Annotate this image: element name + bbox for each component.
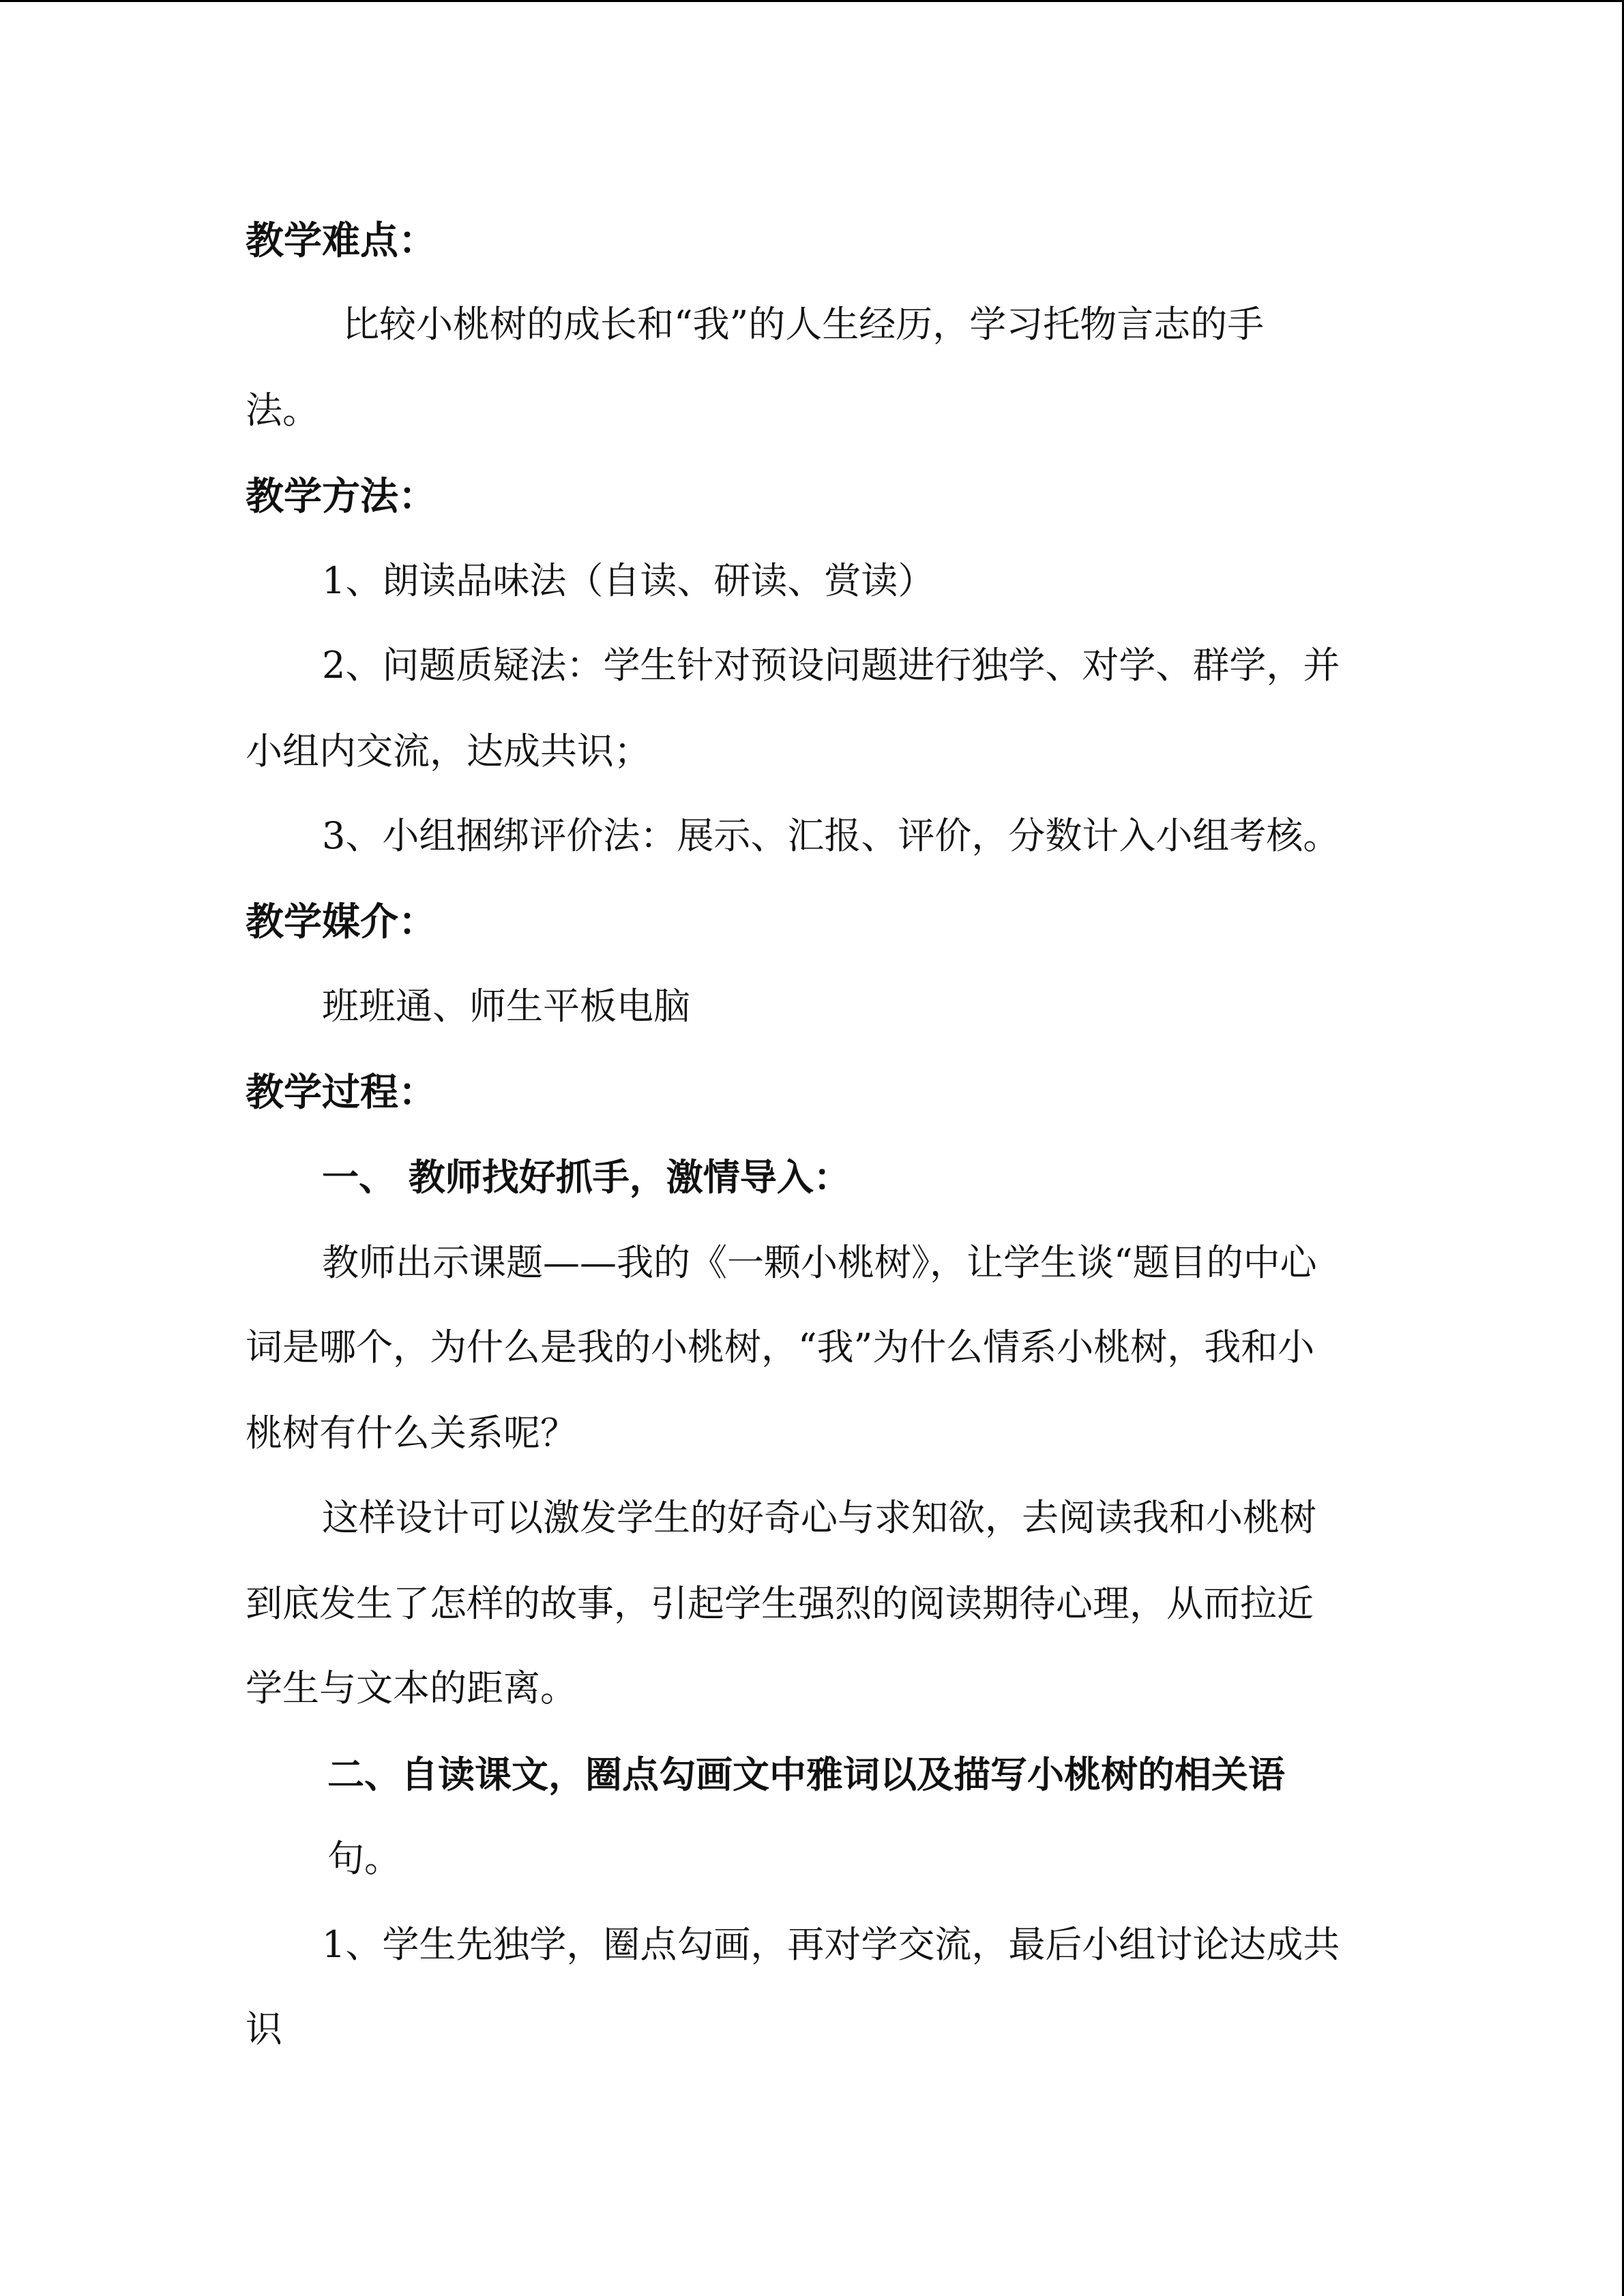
step1-para1-line1: 教师出示课题——我的《一颗小桃树》，让学生谈“题目的中心: [322, 1241, 1317, 1284]
page-top-border: [0, 0, 1624, 2]
media-heading: 教学媒介：: [246, 899, 437, 944]
difficulty-text-line2: 法。: [246, 389, 319, 432]
method-item-2-line2: 小组内交流，达成共识；: [246, 730, 651, 773]
step2-item1-line1: 1、学生先独学，圈点勾画，再对学交流，最后小组讨论达成共: [322, 1923, 1340, 1966]
step1-para2-line1: 这样设计可以激发学生的好奇心与求知欲，去阅读我和小桃树: [322, 1496, 1316, 1539]
step2-heading-line1: 二、自读课文，圈点勾画文中雅词以及描写小桃树的相关语: [327, 1753, 1285, 1796]
difficulty-text-line1: 比较小桃树的成长和“我”的人生经历，学习托物言志的手: [342, 303, 1265, 346]
step1-para1-line3: 桃树有什么关系呢？: [246, 1412, 577, 1455]
step1-para1-line2: 词是哪个，为什么是我的小桃树，“我”为什么情系小桃树，我和小: [246, 1326, 1315, 1369]
method-heading: 教学方法：: [246, 474, 437, 519]
method-item-3: 3、小组捆绑评价法：展示、汇报、评价，分数计入小组考核。: [322, 814, 1340, 857]
method-item-2-line1: 2、问题质疑法：学生针对预设问题进行独学、对学、群学，并: [322, 644, 1340, 687]
step2-heading-line2: 句。: [327, 1837, 401, 1880]
step1-heading: 一、 教师找好抓手，激情导入：: [322, 1155, 851, 1199]
media-text: 班班通、师生平板电脑: [322, 985, 690, 1028]
process-heading: 教学过程：: [246, 1070, 437, 1115]
step2-item1-line2: 识: [246, 2008, 282, 2051]
difficulty-heading: 教学难点：: [246, 218, 437, 263]
method-item-1: 1、朗读品味法（自读、研读、赏读）: [322, 559, 935, 602]
step1-para2-line3: 学生与文本的距离。: [246, 1667, 577, 1710]
step1-para2-line2: 到底发生了怎样的故事，引起学生强烈的阅读期待心理，从而拉近: [246, 1582, 1314, 1625]
